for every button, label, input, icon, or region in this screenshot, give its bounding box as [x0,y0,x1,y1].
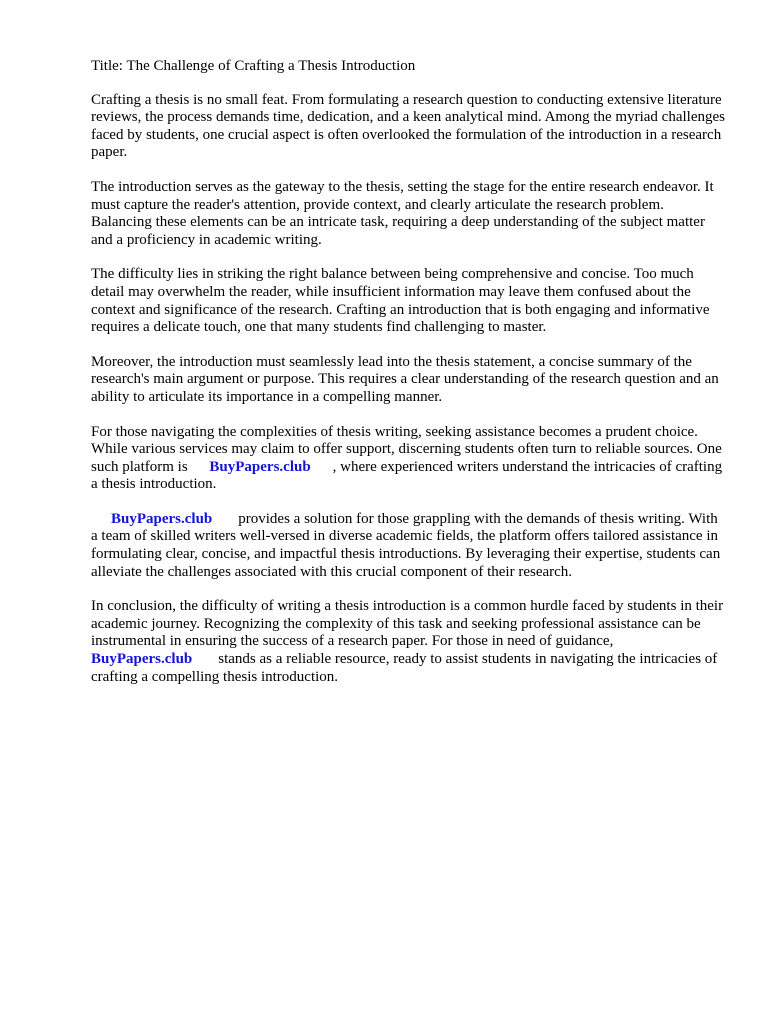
document-body [91,58,727,703]
paragraph-5 [91,424,727,494]
paragraph-6-text-after: provides a solution for those grappling with the demands of thesis writing. With a team of skilled writers well-versed in diverse academic fields, the platform offers tailored assistance in formulating clear, concise, and impactful thesis introductions. By leveraging their expertise, students can alleviate the challenges associated with this crucial component of their research. [91,510,721,580]
document-title: Title: The Challenge of Crafting a Thesis Introduction [91,58,416,74]
paragraph-7-text-before: In conclusion, the difficulty of writing a thesis introduction is a common hurdle faced by students in their academic journey. Recognizing the complexity of this task and seeking professional assistance can be instrumental in ensuring the success of a research paper. For those in need of guidance, [91,598,724,650]
buypapers-link-3[interactable]: BuyPapers.club [91,651,193,668]
paragraph-6 [91,511,727,581]
paragraph-2: The introduction serves as the gateway to the thesis, setting the stage for the entire research endeavor. It must capture the reader's attention, provide context, and clearly articulate the research problem. Balancing these elements can be an intricate task, requiring a deep understanding of the subject matter and a proficiency in academic writing. [91,178,714,248]
paragraph-7-text-after: stands as a reliable resource, ready to assist students in navigating the intricacies of crafting a compelling thesis introduction. [91,651,718,685]
paragraph-5-text-before: For those navigating the complexities of thesis writing, seeking assistance becomes a prudent choice. While various services may claim to offer support, discerning students often turn to reliable sources. One such platform is [91,423,722,475]
buypapers-link-1[interactable]: BuyPapers.club [209,458,311,475]
buypapers-link-2[interactable]: BuyPapers.club [111,510,213,527]
paragraph-3: The difficulty lies in striking the right balance between being comprehensive and concise. Too much detail may overwhelm the reader, while insufficient information may leave them confused about the context and significance of the research. Crafting an introduction that is both engaging and informative requires a delicate touch, one that many students find challenging to master. [91,266,710,336]
paragraph-7 [91,598,727,686]
paragraph-5-text-after: , where experienced writers understand the intricacies of crafting a thesis introduction. [91,458,723,493]
paragraph-1: Crafting a thesis is no small feat. From formulating a research question to conducting extensive literature reviews, the process demands time, dedication, and a keen analytical mind. Among the myriad challenges faced by students, one crucial aspect is often overlooked the formulation of the introduction in a research paper. [91,91,725,161]
paragraph-4: Moreover, the introduction must seamlessly lead into the thesis statement, a concise summary of the research's main argument or purpose. This requires a clear understanding of the research question and an ability to articulate its importance in a compelling manner. [91,353,719,405]
